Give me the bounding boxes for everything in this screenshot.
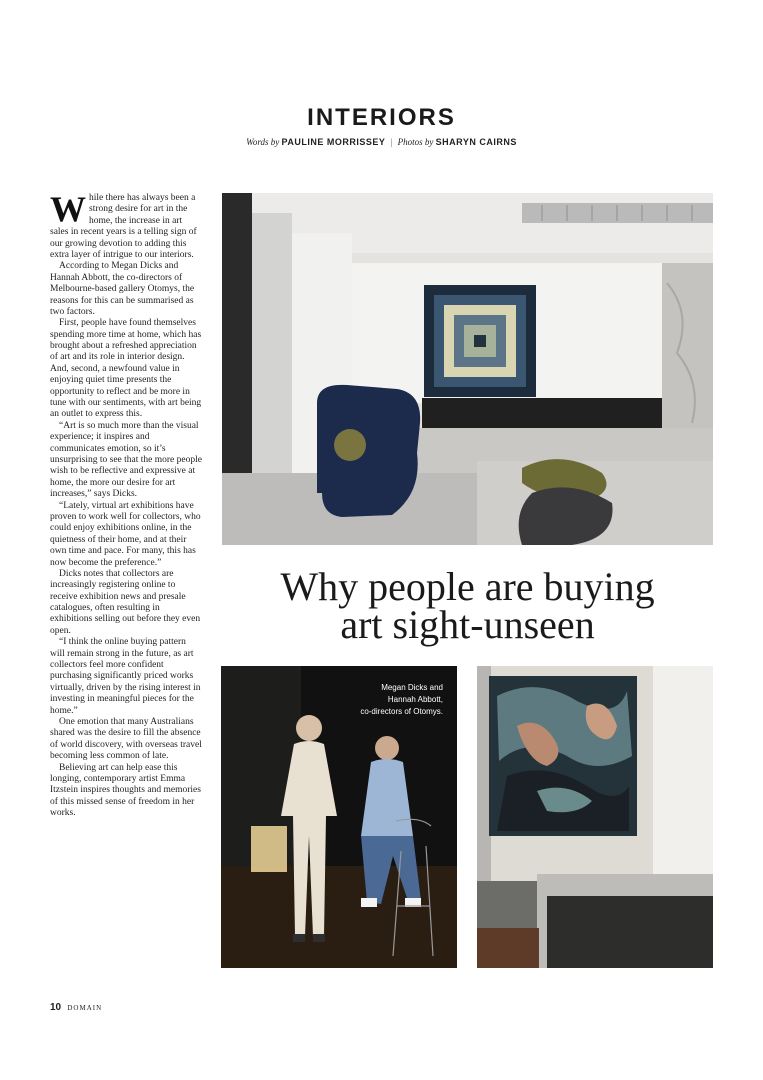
writer-name: PAULINE MORRISSEY [281, 137, 386, 147]
byline [0, 137, 763, 147]
article-body [50, 189, 202, 819]
photographer-name: SHARYN CAIRNS [435, 137, 517, 147]
photos-by-label: Photos by [397, 137, 434, 147]
article-paragraph: According to Megan Dicks and Hannah Abbott, the co-directors of Melbourne-based gallery Otomys, the reasons for this can be summarised as two factors. [50, 261, 195, 317]
page-number: 10 [50, 1002, 62, 1013]
article-paragraph: Dicks notes that collectors are increasingly registering online to receive exhibition news and presale catalogues, often resulting in exhibitions selling out before they even open. [50, 568, 201, 636]
publication-name: DOMAIN [67, 1004, 103, 1012]
living-room-photo [222, 193, 713, 545]
byline-separator: | [390, 137, 393, 147]
caption-line: co-directors of Otomys. [360, 707, 443, 716]
article-paragraph: While there has always been a strong desire for art in the home, the increase in art sales in recent years is a telling sign of our growing devotion to adding this extra layer of intrigue to our interiors. [50, 189, 197, 260]
page-footer [50, 1002, 102, 1013]
section-title: INTERIORS [307, 104, 456, 131]
headline [222, 564, 713, 647]
article-paragraph: “Lately, virtual art exhibitions have proven to work well for collectors, who could enjoy exhibitions online, in the quietness of their home, and at their own time and pace. For many, this has now become the preference.” [50, 500, 201, 568]
article-paragraph: “Art is so much more than the visual experience; it inspires and communicates emotion, so it’s unsurprising to see that the more people wish to be reflective and expressive at home, the more our desire for art increases,” says Dicks. [50, 420, 202, 500]
caption-line: Hannah Abbott, [387, 695, 443, 704]
caption-line: Megan Dicks and [381, 683, 443, 692]
article-paragraph: “I think the online buying pattern will remain strong in the future, as art collectors feel more confident purchasing significantly priced works virtually, driven by the rising interest in investing in meaningful pieces for the home.” [50, 637, 201, 716]
words-by-label: Words by [246, 137, 280, 147]
headline-line: art sight-unseen [340, 602, 595, 647]
headline-line: Why people are buying [280, 564, 655, 609]
photo-caption [323, 682, 443, 718]
article-paragraph: Believing art can help ease this longing, contemporary artist Emma Itzstein inspires thoughts and memories of this missed sense of freedom in her works. [50, 762, 201, 819]
drop-cap: W [50, 189, 86, 229]
article-paragraph: One emotion that many Australians shared was the desire to fill the absence of world discovery, with overseas travel becoming less common of late. [50, 716, 202, 762]
portrait-photo [221, 666, 457, 968]
article-paragraph: First, people have found themselves spending more time at home, which has brought about a refreshed appreciation of art and its role in interior design. And, second, a newfound value in enjoying quiet time presents the opportunity to reflect and be more in tune with our sentiments, with art being an outlet to express this. [50, 318, 202, 420]
bedroom-artwork-photo [477, 666, 713, 968]
